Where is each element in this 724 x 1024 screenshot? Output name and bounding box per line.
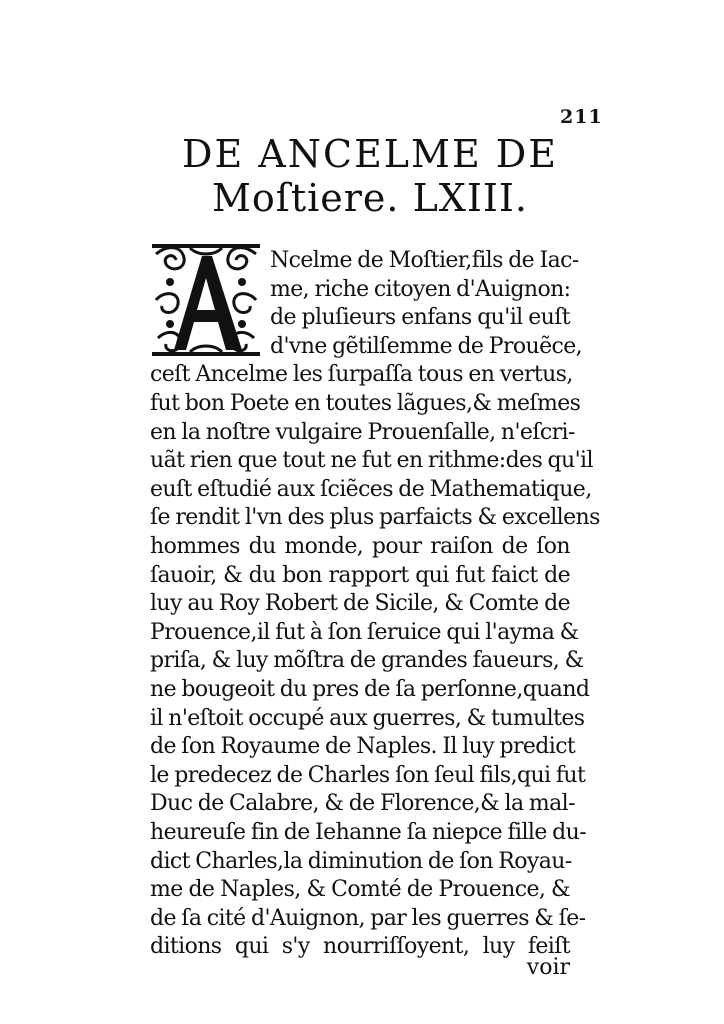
text-line: de pluſieurs enfans qu'il euſt bbox=[270, 305, 570, 331]
text-line: me, riche citoyen d'Auignon: bbox=[270, 276, 571, 302]
text-line: Ncelme de Moſtier,fils de Iac- bbox=[270, 248, 579, 273]
text-line: ſauoir, & du bon rapport qui fut faict de bbox=[150, 562, 570, 588]
page-number: 211 bbox=[560, 106, 603, 128]
text-line: ſe rendit l'vn des plus parfaicts & excellens bbox=[150, 505, 600, 531]
text-line: fut bon Poete en toutes lãgues,& meſmes bbox=[150, 391, 581, 416]
chapter-title-line-1: DE ANCELME DE bbox=[182, 132, 558, 176]
ornamental-initial bbox=[150, 242, 262, 358]
text-line: dict Charles,la diminution de ſon Royau- bbox=[150, 848, 572, 874]
text-line: ne bougeoit du pres de ſa perſonne,quand bbox=[150, 677, 590, 702]
text-line: euſt eſtudié aux ſciẽces de Mathematique, bbox=[150, 476, 592, 502]
text-line: il n'eſtoit occupé aux guerres, & tumultes bbox=[150, 705, 585, 731]
text-line: de ſon Royaume de Naples. Il luy predict bbox=[150, 734, 576, 760]
text-line: ditions qui s'y nourriſſoyent, luy feiſt bbox=[150, 934, 570, 960]
text-line: en la noſtre vulgaire Prouenſalle, n'eſcri- bbox=[150, 419, 575, 445]
text-line: hommes du monde, pour raiſon de ſon bbox=[150, 534, 570, 559]
text-line: ceſt Ancelme les ſurpaſſa tous en vertus, bbox=[150, 362, 573, 388]
chapter-title-line-2: Moſtiere. LXIII. bbox=[212, 176, 528, 220]
catchword: voir bbox=[526, 955, 570, 980]
text-line: me de Naples, & Comté de Prouence, & bbox=[150, 877, 570, 903]
text-line: d'vne gẽtilſemme de Prouẽce, bbox=[270, 333, 583, 359]
text-line: Prouence,il fut à ſon ſeruice qui l'ayma & bbox=[150, 619, 579, 645]
text-line: luy au Roy Robert de Sicile, & Comte de bbox=[150, 591, 570, 617]
text-line: uãt rien que tout ne fut en rithme:des qu'il bbox=[150, 448, 593, 474]
text-line: priſa, & luy mõſtra de grandes faueurs, & bbox=[150, 648, 584, 674]
text-line: de ſa cité d'Auignon, par les guerres & ſe- bbox=[150, 905, 586, 931]
text-line: le predecez de Charles ſon ſeul fils,qui fut bbox=[150, 762, 586, 788]
text-line: Duc de Calabre, & de Florence,& la mal- bbox=[150, 791, 575, 817]
text-line: heureuſe fin de Iehanne ſa niepce fille du- bbox=[150, 820, 587, 845]
ornamental-initial-icon bbox=[150, 242, 262, 358]
